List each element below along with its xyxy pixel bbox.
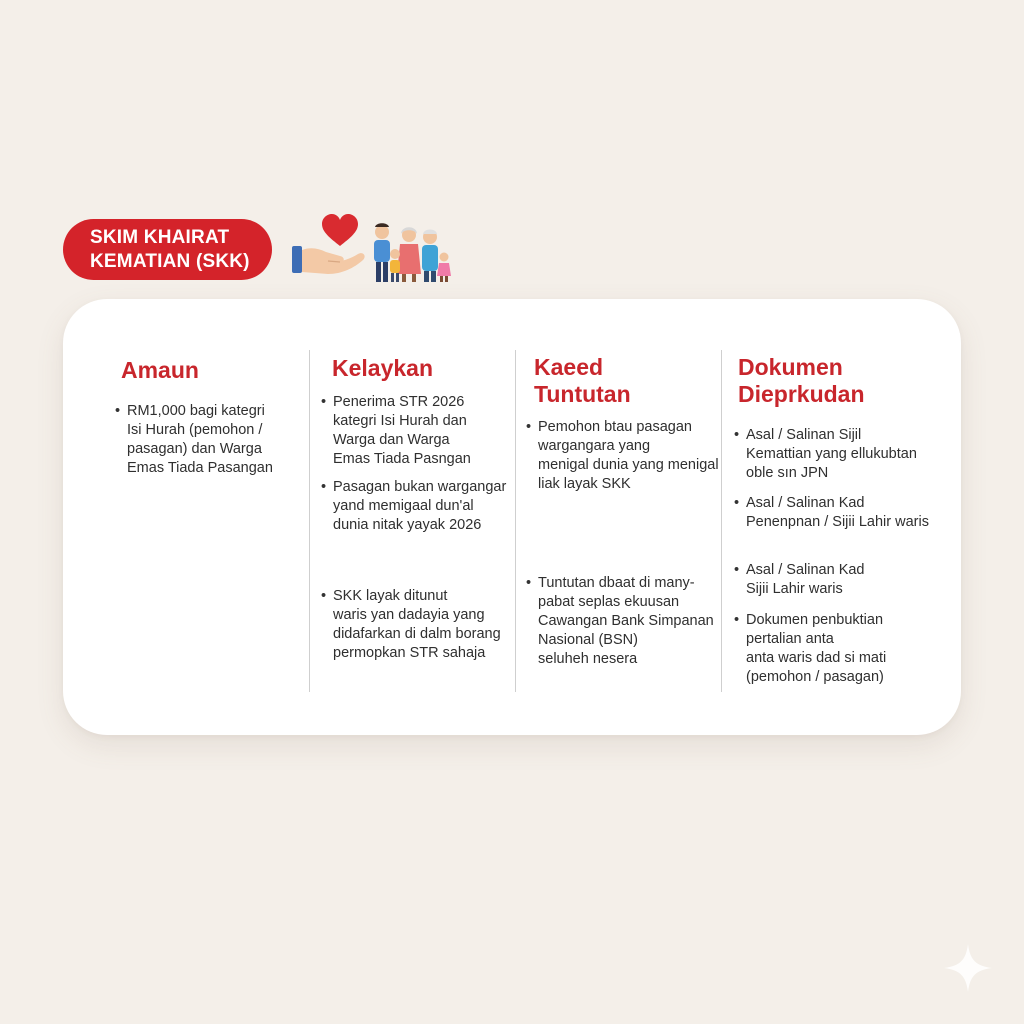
- column-amaun: [121, 357, 199, 384]
- column-divider: [721, 350, 722, 692]
- info-card: [63, 299, 961, 735]
- illustration: [288, 212, 453, 287]
- list-item: • Tuntutan dbaat di many- pabat seplas ekuusan Cawangan Bank Simpanan Nasional (BSN) seluheh nesera: [526, 574, 714, 669]
- column-heading-dokumen: Dokumen Dieprkudan: [738, 354, 865, 407]
- list-item: • Dokumen penbuktian pertalian anta anta waris dad si mati (pemohon / pasagan): [734, 611, 886, 687]
- column-kaeed-tuntutan: [534, 354, 631, 408]
- column-kelaykan: [332, 355, 433, 382]
- list-item: • Penerima STR 2026 kategri Isi Hurah dan Warga dan Warga Emas Tiada Pasngan: [321, 393, 471, 469]
- list-item: • Pasagan bukan wargangar yand memigaal dun'al dunia nitak yayak 2026: [321, 478, 506, 535]
- list-item: • Asal / Salinan Kad Sijii Lahir waris: [734, 561, 865, 599]
- heart-icon: [322, 214, 358, 246]
- column-dokumen: [738, 354, 865, 408]
- column-heading-kaeed-tuntutan: Kaeed Tuntutan: [534, 354, 631, 407]
- list-item: • Asal / Salinan Kad Penenpnan / Sijii Lahir waris: [734, 494, 929, 532]
- sparkle-icon: [942, 942, 994, 994]
- list-item: • SKK layak ditunut waris yan dadayia yang didafarkan di dalm borang permopkan STR sahaja: [321, 587, 501, 663]
- column-divider: [309, 350, 310, 692]
- giving-hand-icon: [292, 246, 365, 274]
- list-item: • Asal / Salinan Sijil Kemattian yang ellukubtan oble sın JPN: [734, 426, 917, 483]
- title-line-2: KEMATIAN (SKK): [90, 251, 250, 272]
- list-item: • RM1,000 bagi kategri Isi Hurah (pemohon / pasagan) dan Warga Emas Tiada Pasangan: [115, 402, 273, 478]
- title-line-1: SKIM KHAIRAT: [90, 227, 230, 248]
- family-icon: [374, 223, 451, 282]
- title-badge: [63, 219, 272, 280]
- column-heading-amaun: Amaun: [121, 357, 199, 383]
- column-divider: [515, 350, 516, 692]
- column-heading-kelaykan: Kelaykan: [332, 355, 434, 381]
- list-item: • Pemohon btau pasagan wargangara yang menigal dunia yang menigal liak layak SKK: [526, 418, 719, 494]
